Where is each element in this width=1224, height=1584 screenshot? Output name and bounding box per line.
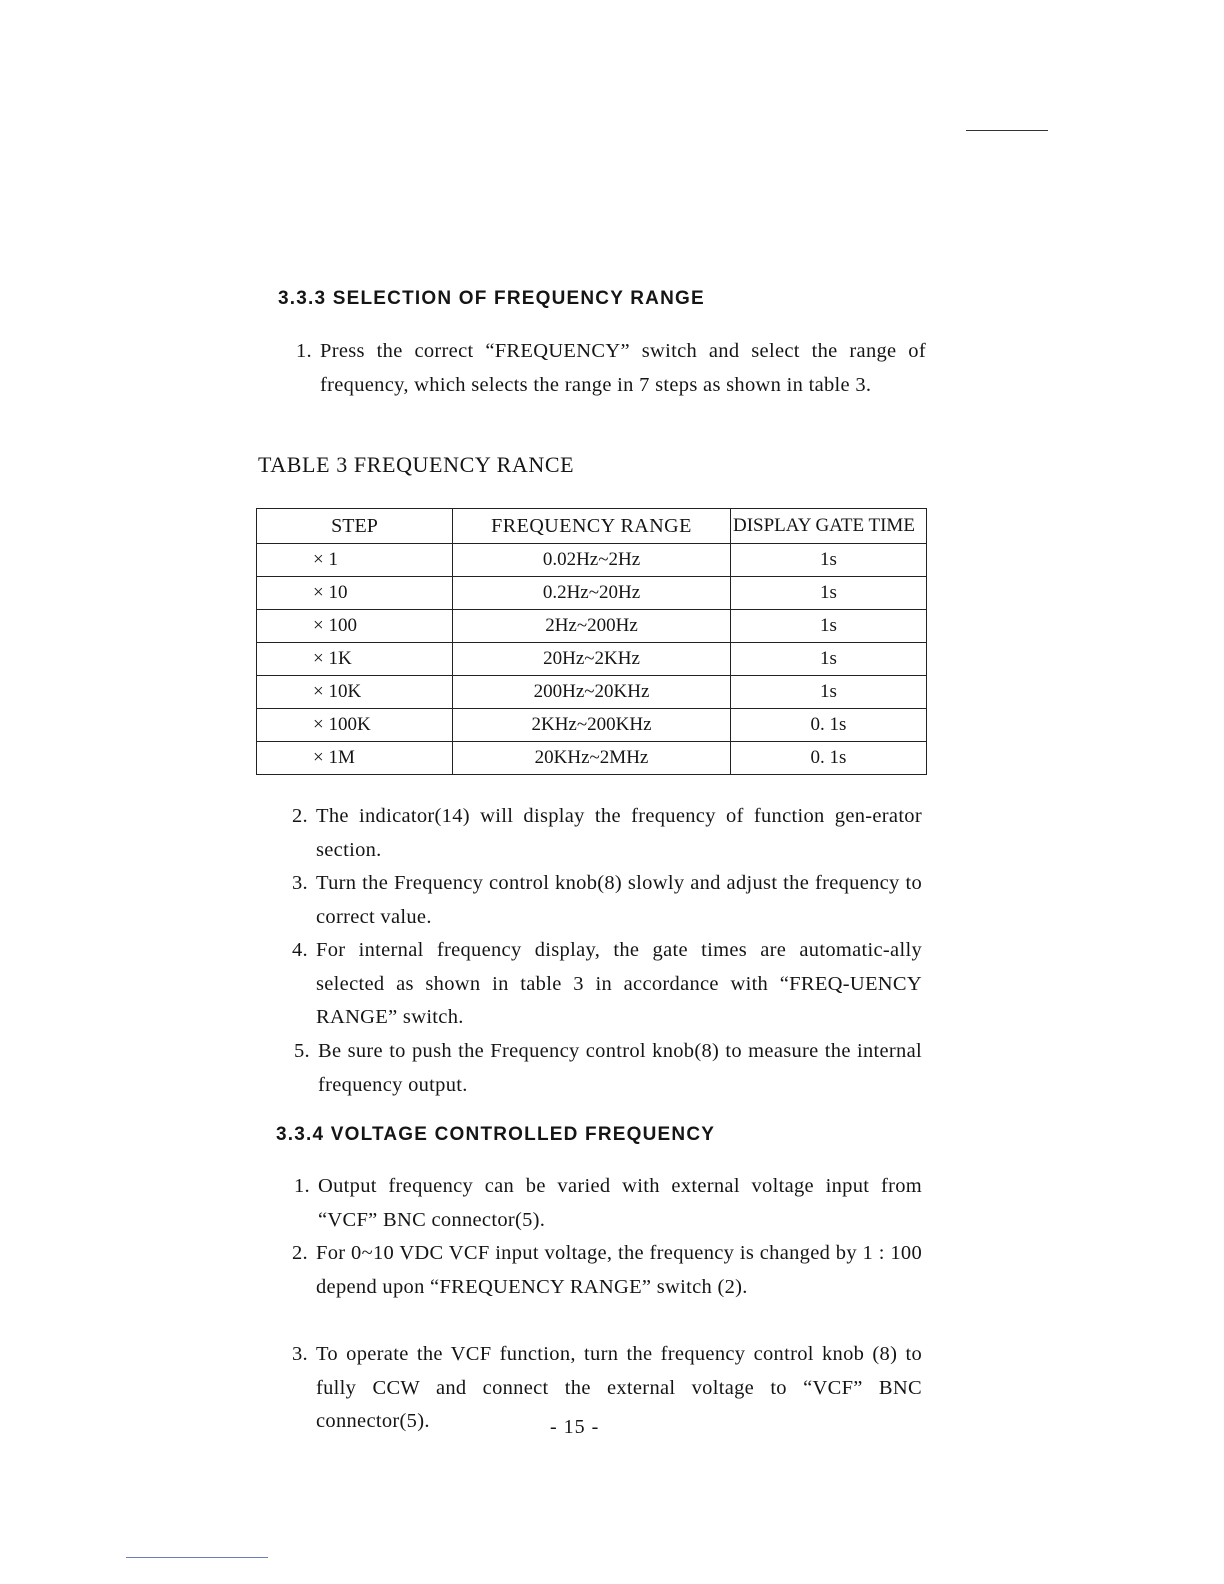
list-item (292, 1338, 922, 1439)
cell-frequency-range: 20KHz~2MHz (453, 742, 731, 775)
cell-frequency-range: 2KHz~200KHz (453, 709, 731, 742)
cell-gate-time: 1s (731, 610, 927, 643)
item-text: Turn the Frequency control knob(8) slowly and adjust the frequency to correct value. (316, 872, 922, 928)
cell-step: × 100 (257, 610, 453, 643)
table-row (257, 643, 927, 676)
cell-gate-time: 1s (731, 544, 927, 577)
list-item (292, 934, 922, 1035)
item-text: To operate the VCF function, turn the frequency control knob (8) to fully CCW and connect the external voltage to “VCF” BNC connector(5). (316, 1343, 922, 1432)
item-number: 2. (292, 805, 308, 827)
cell-gate-time: 1s (731, 676, 927, 709)
bottom-rule (126, 1557, 268, 1558)
item-number: 1. (294, 1175, 310, 1197)
item-number: 3. (292, 872, 308, 894)
cell-gate-time: 0. 1s (731, 742, 927, 775)
cell-step: × 10K (257, 676, 453, 709)
item-number: 4. (292, 939, 308, 961)
table-row (257, 709, 927, 742)
item-text: For 0~10 VDC VCF input voltage, the frequency is changed by 1 : 100 depend upon “FREQUENCY RANGE” switch (2). (316, 1242, 922, 1298)
list-item (294, 1170, 922, 1237)
item-number: 3. (292, 1343, 308, 1365)
item-text: For internal frequency display, the gate times are automatic-ally selected as shown in table 3 in accordance with “FREQ-UENCY RANGE” switch. (316, 939, 922, 1028)
cell-step: × 10 (257, 577, 453, 610)
table-row (257, 544, 927, 577)
table-row (257, 742, 927, 775)
item-text: Press the correct “FREQUENCY” switch and select the range of frequency, which selects the range in 7 steps as shown in table 3. (320, 340, 926, 396)
list-item (292, 1237, 922, 1304)
table-row (257, 577, 927, 610)
section-heading-3-3-3: 3.3.3 SELECTION OF FREQUENCY RANGE (278, 288, 705, 309)
header-frequency-range: FREQUENCY RANGE (453, 509, 731, 544)
table-caption: TABLE 3 FREQUENCY RANCE (258, 452, 575, 477)
cell-step: × 1M (257, 742, 453, 775)
section-heading-3-3-4: 3.3.4 VOLTAGE CONTROLLED FREQUENCY (276, 1124, 716, 1145)
cell-frequency-range: 0.2Hz~20Hz (453, 577, 731, 610)
list-item (294, 1035, 922, 1102)
cell-step: × 1K (257, 643, 453, 676)
item-number: 5. (294, 1040, 310, 1062)
cell-gate-time: 1s (731, 577, 927, 610)
cell-step: × 100K (257, 709, 453, 742)
cell-frequency-range: 20Hz~2KHz (453, 643, 731, 676)
list-item (296, 335, 926, 402)
top-rule (966, 130, 1048, 131)
frequency-range-table (256, 508, 927, 775)
item-number: 2. (292, 1242, 308, 1264)
list-item (292, 867, 922, 934)
cell-gate-time: 0. 1s (731, 709, 927, 742)
table-row (257, 610, 927, 643)
header-step: STEP (257, 509, 453, 544)
header-display-gate-time: DISPLAY GATE TIME (731, 509, 927, 544)
item-number: 1. (296, 340, 312, 362)
cell-step: × 1 (257, 544, 453, 577)
cell-frequency-range: 2Hz~200Hz (453, 610, 731, 643)
page-number: - 15 - (550, 1416, 600, 1438)
list-item (292, 800, 922, 867)
table-header-row (257, 509, 927, 544)
cell-frequency-range: 200Hz~20KHz (453, 676, 731, 709)
item-text: Be sure to push the Frequency control knob(8) to measure the internal frequency output. (318, 1040, 922, 1096)
item-text: Output frequency can be varied with external voltage input from “VCF” BNC connector(5). (318, 1175, 922, 1231)
item-text: The indicator(14) will display the frequency of function gen-erator section. (316, 805, 922, 861)
cell-gate-time: 1s (731, 643, 927, 676)
cell-frequency-range: 0.02Hz~2Hz (453, 544, 731, 577)
table-row (257, 676, 927, 709)
